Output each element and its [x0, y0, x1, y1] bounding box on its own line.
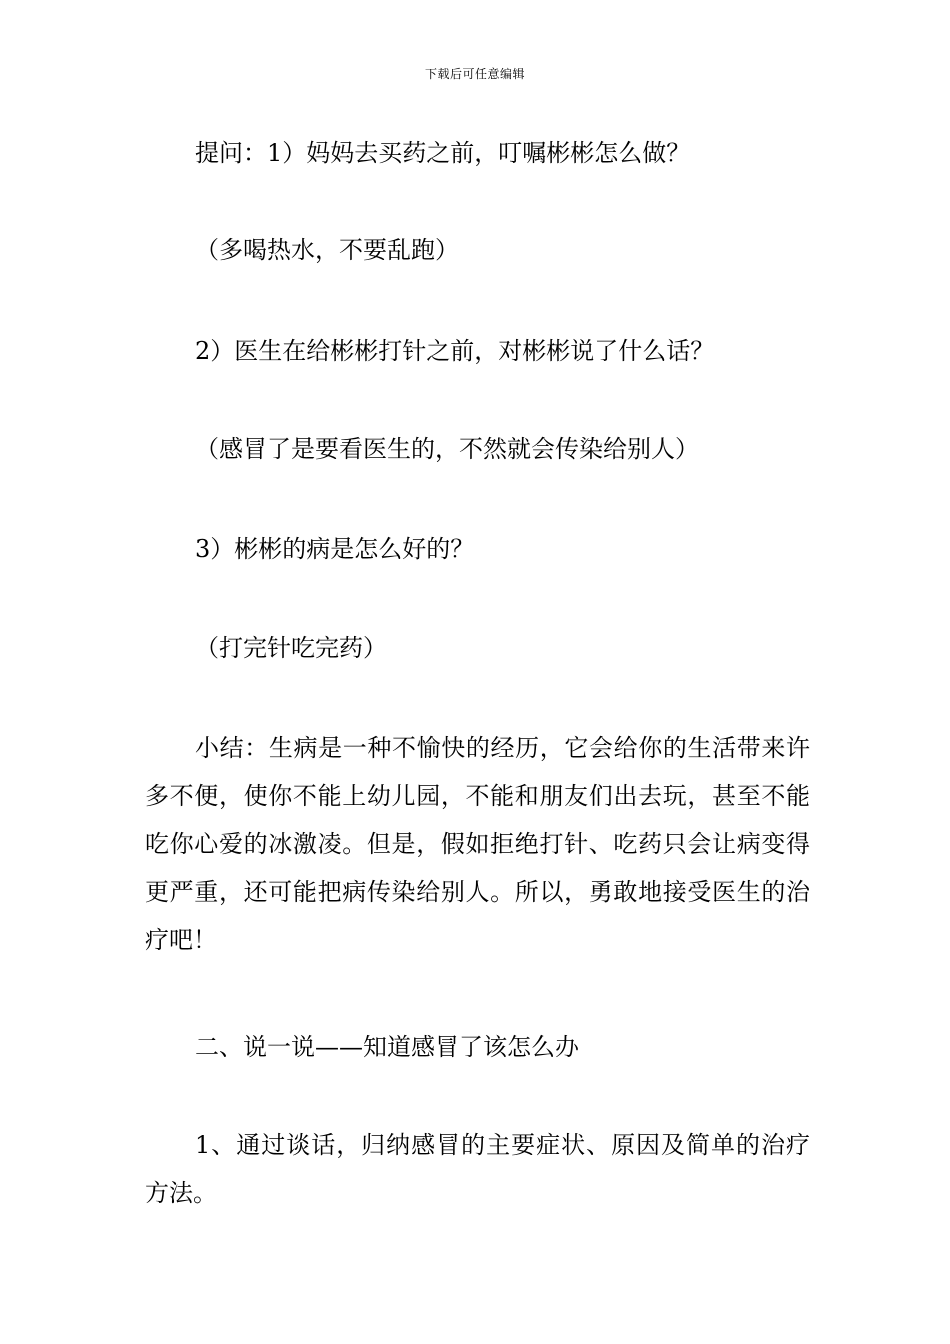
answer-1: （多喝热水，不要乱跑） — [195, 236, 459, 264]
section-heading: 二、说一说——知道感冒了该怎么办 — [195, 1033, 579, 1061]
item-1-paragraph: 1、通过谈话，归纳感冒的主要症状、原因及简单的治疗方法。 — [145, 1131, 810, 1207]
summary-paragraph: 小结：生病是一种不愉快的经历，它会给你的生活带来许多不便，使你不能上幼儿园，不能和朋友们出去玩，甚至不能吃你心爱的冰激凌。但是，假如拒绝打针、吃药只会让病变得更严重，还可能把病传染给别人。所以，勇敢地接受医生的治疗吧！ — [145, 734, 810, 954]
question-3: 3）彬彬的病是怎么好的？ — [195, 535, 475, 563]
question-1: 提问：1）妈妈去买药之前，叮嘱彬彬怎么做？ — [195, 139, 691, 167]
answer-2: （感冒了是要看医生的，不然就会传染给别人） — [195, 435, 699, 463]
question-2: 2）医生在给彬彬打针之前，对彬彬说了什么话？ — [195, 337, 715, 365]
page-header: 下载后可任意编辑 — [424, 67, 525, 81]
answer-3: （打完针吃完药） — [195, 634, 387, 662]
